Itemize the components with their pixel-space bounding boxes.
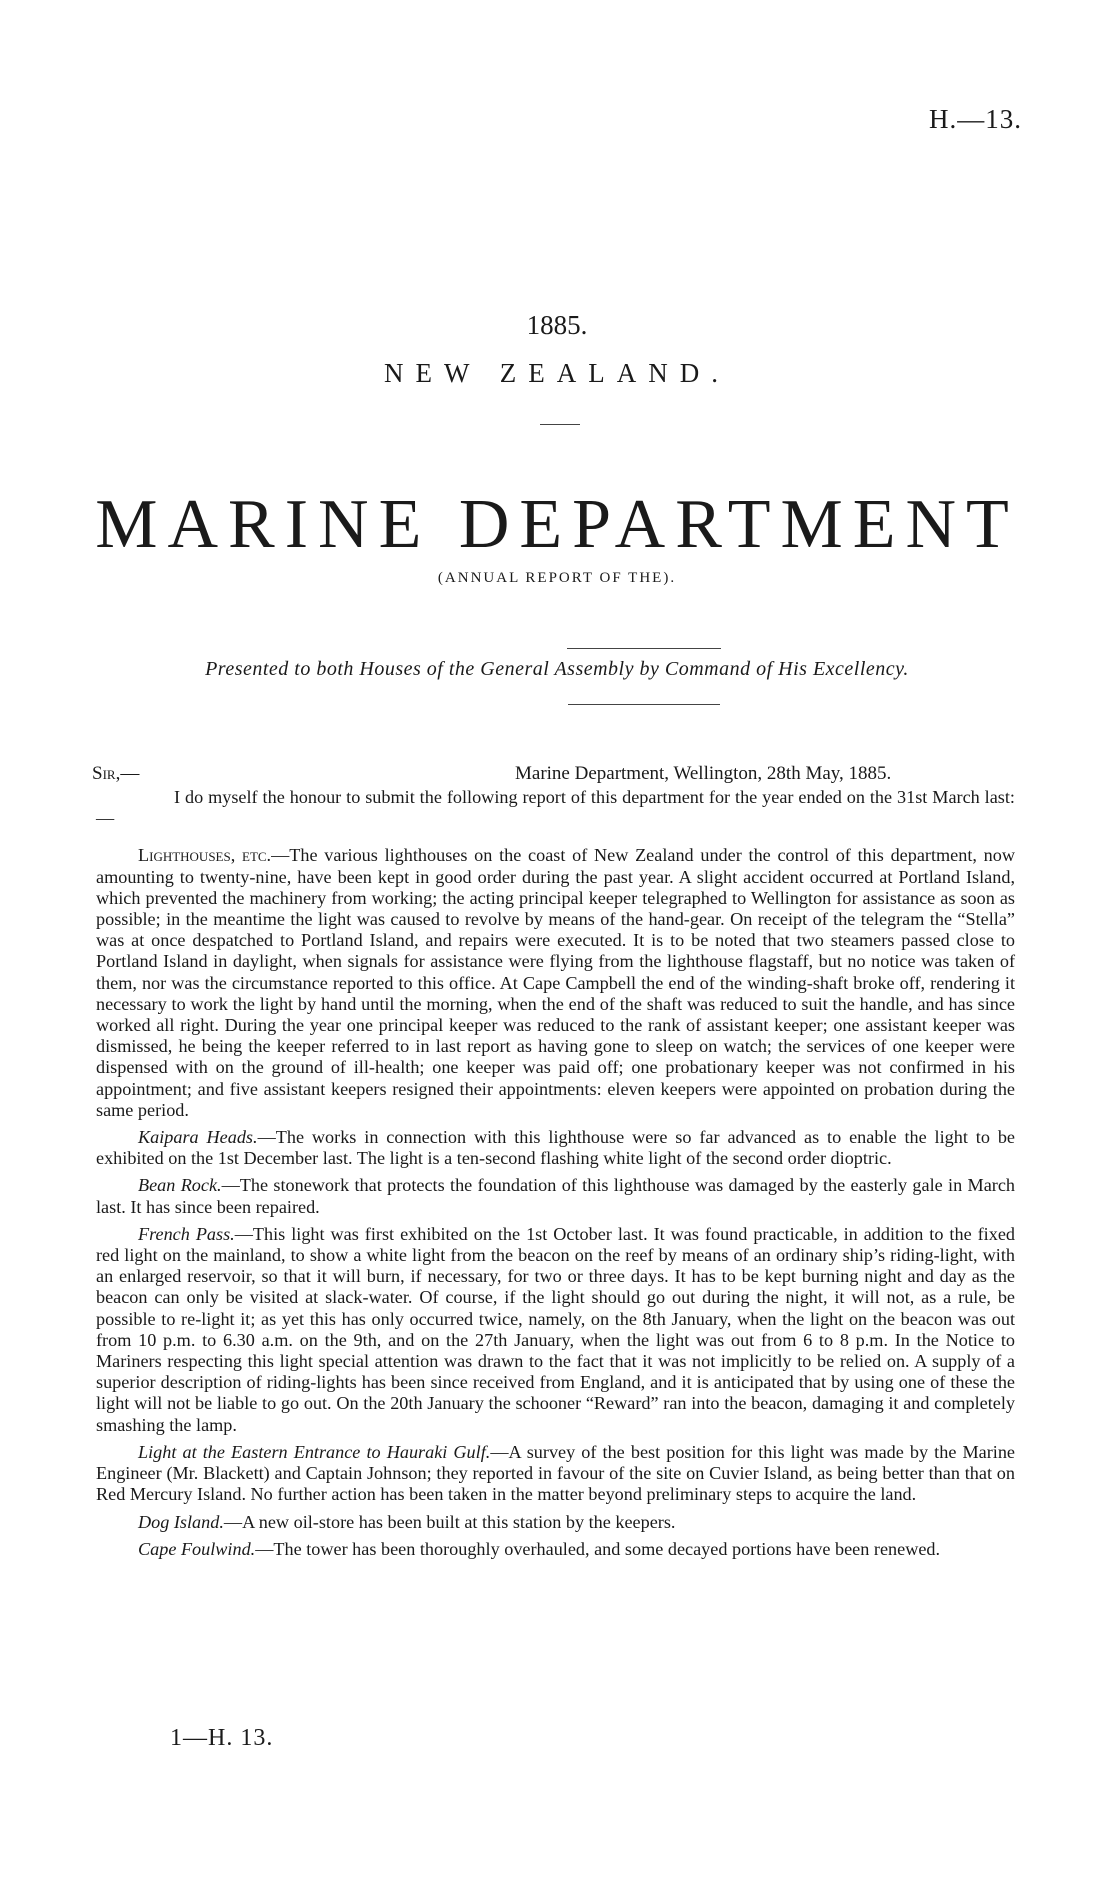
section-text: —A survey of the best position for this light was made by the Marine Engineer (Mr. Blackett) and Captain Johnson; they reported in favour of the site on Cuvier Island, as being better than that on Red Mercury Island. No further action has been taken in the matter beyond preliminary steps to acquire the land. [96, 1441, 1016, 1505]
page-signature: 1—H. 13. [170, 1725, 274, 1751]
report-body [96, 787, 1015, 1566]
divider-rule [567, 648, 721, 649]
dog-island-paragraph [96, 1512, 1015, 1533]
page-code: H.—13. [929, 104, 1022, 134]
section-text: —The stonework that protects the foundation of this lighthouse was damaged by the easterly gale in March last. It has since been repaired. [96, 1175, 1015, 1217]
section-heading: Cape Foulwind. [138, 1538, 256, 1559]
page-title: MARINE DEPARTMENT [95, 486, 1019, 563]
section-heading: French Pass. [138, 1223, 235, 1244]
country-name: NEW ZEALAND. [384, 358, 730, 388]
section-text: —A new oil-store has been built at this station by the keepers. [223, 1511, 676, 1532]
bean-rock-paragraph [96, 1175, 1015, 1217]
divider-rule [568, 704, 720, 705]
section-heading: Dog Island. [138, 1511, 224, 1532]
section-text: —This light was first exhibited on the 1st October last. It was found practicable, in addition to the fixed red light on the mainland, to show a white light from the beacon on the reef by means of an ordinary ship’s riding-light, with an enlarged reservoir, so that it will burn, if necessary, for two or three days. It has to be kept burning night and day as the beacon can only be visited at slack-water. Of course, if the light should go out during the night, it will not, as a rule, be possible to re-light it; as yet this has only occurred twice, namely, on the 8th January, when the light on the beacon was out from 10 p.m. to 6.30 a.m. on the 9th, and on the 27th January, when the light was out from 6 to 8 p.m. In the Notice to Mariners respecting this light special attention was drawn to the fact that it was not implicitly to be relied on. A supply of a superior description of riding-lights has been since received from England, and it is anticipated that by using one of these the light will not be liable to go out. On the 20th January the schooner “Reward” ran into the beacon, damaging it and completely smashing the lamp. [96, 1223, 1015, 1435]
lighthouses-paragraph [96, 845, 1015, 1121]
section-heading: Lighthouses, etc. [138, 845, 272, 866]
section-heading: Light at the Eastern Entrance to Hauraki Gulf. [138, 1441, 491, 1462]
kaipara-paragraph [96, 1127, 1015, 1169]
salutation: Sir,— [92, 763, 140, 784]
section-heading: Kaipara Heads. [138, 1127, 258, 1148]
cape-foulwind-paragraph [96, 1539, 1015, 1560]
report-year: 1885. [526, 310, 588, 340]
page-subtitle: (ANNUAL REPORT OF THE). [437, 570, 677, 586]
french-pass-paragraph [96, 1224, 1015, 1436]
intro-paragraph: I do myself the honour to submit the following report of this department for the year ended on the 31st March last:— [96, 787, 1015, 829]
dateline: Marine Department, Wellington, 28th May, 1885. [515, 763, 892, 784]
presented-line: Presented to both Houses of the General Assembly by Command of His Excellency. [205, 658, 909, 680]
hauraki-paragraph [96, 1442, 1015, 1506]
section-text: —The tower has been thoroughly overhauled, and some decayed portions have been renewed. [255, 1538, 941, 1559]
divider-rule [540, 424, 580, 425]
section-text: —The works in connection with this lighthouse were so far advanced as to enable the light to be exhibited on the 1st December last. The light is a ten-second flashing white light of the second order dioptric. [96, 1127, 1016, 1169]
section-heading: Bean Rock. [138, 1175, 222, 1196]
section-text: —The various lighthouses on the coast of New Zealand under the control of this department, now amounting to twenty-nine, have been kept in good order during the past year. A slight accident occurred at Portland Island, which prevented the machinery from working; the acting principal keeper telegraphed to Wellington for assistance as soon as possible; in the meantime the light was caused to revolve by means of the hand-gear. On receipt of the telegram the “Stella” was at once despatched to Portland Island, and repairs were executed. It is to be noted that two steamers passed close to Portland Island in daylight, when signals for assistance were flying from the lighthouse flagstaff, but no notice was taken of them, nor was the circumstance reported to this office. At Cape Campbell the end of the winding-shaft broke off, rendering it necessary to work the light by hand until the morning, when the end of the shaft was reduced to suit the handle, and has since worked all right. During the year one principal keeper was reduced to the rank of assistant keeper; one assistant keeper was dismissed, he being the keeper referred to in last report as having gone to sleep on watch; the services of one keeper were dispensed with on the ground of ill-health; one keeper was paid off; one probationary keeper was not confirmed in his appointment; and five assistant keepers resigned their appointments: eleven keepers were appointed on probation during the same period. [96, 845, 1015, 1120]
